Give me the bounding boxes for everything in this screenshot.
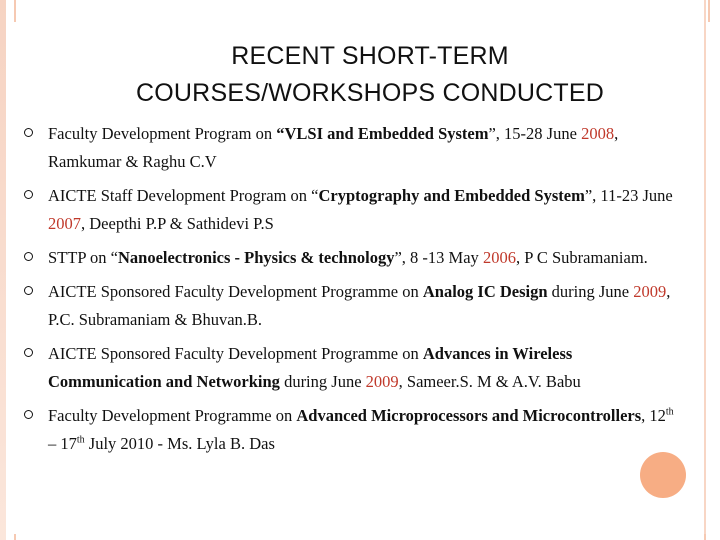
item-coordinators: , Sameer.S. M & A.V. Babu [398,372,581,391]
frame-right-line [704,0,706,540]
item-year: 2009 [633,282,667,301]
item-year: 2009 [365,372,399,391]
item-topic: “VLSI and Embedded System [276,124,489,143]
list-item [22,244,682,272]
item-topic: Analog IC Design [422,282,548,301]
item-topic: Advances in Wireless Communication and Networking [48,344,573,391]
item-coordinators: , Deepthi P.P & Sathidevi P.S [81,214,274,233]
bullet-icon [24,286,33,295]
item-text: STTP on “ [48,248,118,267]
bullet-icon [24,348,33,357]
item-date-end: – 17 [48,434,77,453]
item-date: during June [279,372,366,391]
item-year: 2008 [581,124,615,143]
item-date: during June [547,282,634,301]
item-text: AICTE Sponsored Faculty Development Programme on [48,344,423,363]
item-topic: Advanced Microprocessors and Microcontrollers [296,406,642,425]
decorative-circle [640,452,686,498]
item-date: ”, 11-23 June [584,186,673,205]
item-date: ”, 8 -13 May [394,248,483,267]
list-item [22,340,682,396]
bullet-icon [24,410,33,419]
course-list [22,120,682,458]
slide-title [60,38,680,112]
item-year: 2007 [48,214,81,233]
item-text: AICTE Sponsored Faculty Development Programme on [48,282,423,301]
item-text: Faculty Development Program on [48,124,277,143]
item-text: Faculty Development Programme on [48,406,297,425]
bullet-icon [24,128,33,137]
bullet-icon [24,252,33,261]
item-coordinators: , P C Subramaniam. [515,248,648,267]
title-line-2: COURSES/WORKSHOPS CONDUCTED [136,79,604,107]
list-item [22,182,682,238]
frame-bottom [14,534,706,540]
item-coordinators: , Ramkumar & Raghu C.V [48,124,619,171]
ordinal-suffix: th [76,434,85,446]
list-item [22,120,682,176]
item-date-start: , 12 [641,406,666,425]
item-text: AICTE Staff Development Program on “ [48,186,319,205]
item-topic: Nanoelectronics - Physics & technology [117,248,395,267]
frame-left-band [0,0,6,540]
frame-top [14,0,710,22]
title-line-1: RECENT SHORT-TERM [231,42,509,70]
item-topic: Cryptography and Embedded System [318,186,585,205]
item-date: ”, 15-28 June [488,124,582,143]
bullet-icon [24,190,33,199]
list-item [22,278,682,334]
list-item [22,402,682,458]
item-year: 2006 [482,248,516,267]
item-coordinators: , P.C. Subramaniam & Bhuvan.B. [48,282,671,329]
item-coordinators: July 2010 - Ms. Lyla B. Das [84,434,275,453]
ordinal-suffix: th [665,406,674,418]
